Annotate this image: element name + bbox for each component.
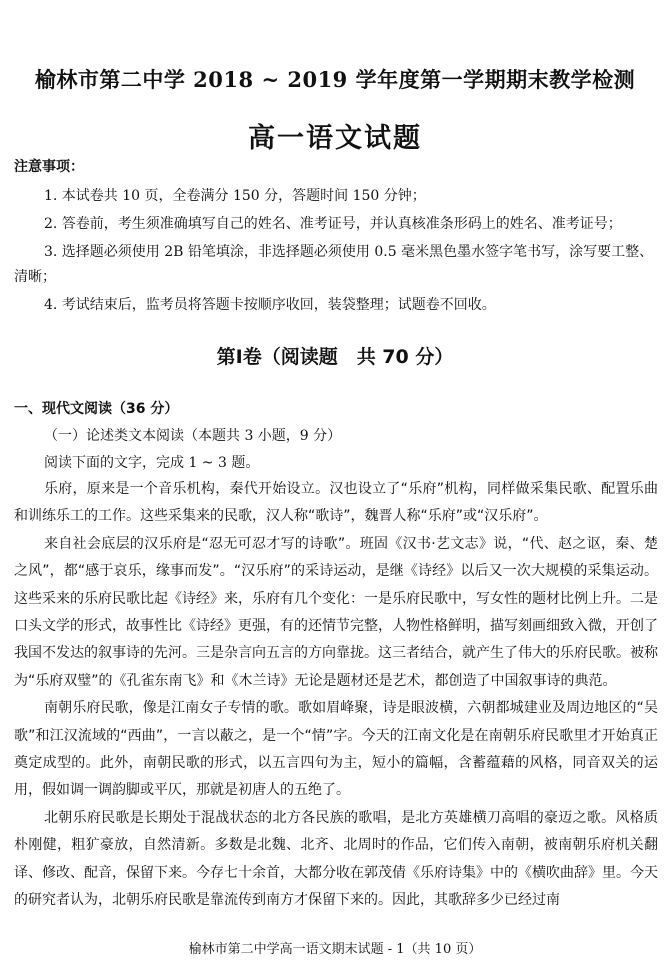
exam-title: 榆林市第二中学 2018 ~ 2019 学年度第一学期期末教学检测 xyxy=(34,67,636,92)
page-footer: 榆林市第二中学高一语文期末试题 - 1（共 10 页） xyxy=(188,942,482,957)
reading-instruction: 阅读下面的文字，完成 1 ~ 3 题。 xyxy=(44,455,260,471)
passage-paragraph: 北朝乐府民歌是长期处于混战状态的北方各民族的歌唱，是北方英雄横刀高唱的豪迈之歌。风格质朴刚健，粗犷豪放，自然清新。多数是北魏、北齐、北周时的作品，它们传入南朝，被南朝乐府机关翻译、修改、配音，保留下来。今存七十余首，大都分收在郭茂倩《乐府诗集》中的《横吹曲辞》里。今天的研究者认为，北朝乐府民歌是靠流传到南方才保留下来的。因此，其歌辞多少已经过南 xyxy=(14,809,658,909)
notice-heading: 注意事项： xyxy=(14,159,84,175)
notice-item: 3. 选择题必须使用 2B 铅笔填涂，非选择题必须使用 0.5 毫米黑色墨水签字笔书写，涂写要工整、清晰； xyxy=(14,244,654,285)
passage-paragraph: 乐府，原来是一个音乐机构，秦代开始设立。汉也设立了“乐府”机构，同样做采集民歌、配置乐曲和训练乐工的工作。这些采集来的民歌，汉人称“歌诗”，魏晋人称“乐府”或“汉乐府”。 xyxy=(14,481,658,525)
subpart-heading: （一）论述类文本阅读（本题共 3 小题，9 分） xyxy=(44,428,342,444)
subject-title: 高一语文试题 xyxy=(248,123,422,154)
notice-list xyxy=(14,184,658,321)
reading-passage xyxy=(14,476,658,915)
passage-paragraph: 来自社会底层的汉乐府是“忍无可忍才写的诗歌”。班固《汉书·艺文志》说，“代、赵之讴，秦、楚之风”，都“感于哀乐，缘事而发”。“汉乐府”的采诗运动，是继《诗经》以后又一次大规模的采集运动。这些采来的乐府民歌比起《诗经》来，乐府有几个变化：一是乐府民歌中，写女性的题材比例上升。二是口头文学的形式，故事性比《诗经》更强，有的还情节完整，人物性格鲜明，描写刻画细致入微，开创了我国不发达的叙事诗的先河。三是杂言向五言的方向靠拢。这三者结合，就产生了伟大的乐府民歌。被称为“乐府双璧”的《孔雀东南飞》和《木兰诗》无论是题材还是艺术，都创造了中国叙事诗的典范。 xyxy=(14,535,658,689)
notice-item: 4. 考试结束后，监考员将答题卡按顺序收回，装袋整理；试题卷不回收。 xyxy=(44,297,496,313)
passage-paragraph: 南朝乐府民歌，像是江南女子专情的歌。歌如眉峰聚，诗是眼波横，六朝都城建业及周边地区的“吴歌”和江汉流域的“西曲”，一言以蔽之，是一个“情”字。今天的江南文化是在南朝乐府民歌里才开始真正奠定成型的。此外，南朝民歌的形式，以五言四句为主，短小的篇幅，含蓄蕴藉的风格，同音双关的运用，假如调一调韵脚或平仄，那就是初唐人的五绝了。 xyxy=(14,700,658,799)
section-title: 第Ⅰ卷（阅读题 共 70 分） xyxy=(216,346,454,368)
notice-item: 1. 本试卷共 10 页，全卷满分 150 分，答题时间 150 分钟； xyxy=(44,188,426,204)
part-heading: 一、现代文阅读（36 分） xyxy=(14,401,179,417)
notice-item: 2. 答卷前，考生须准确填写自己的姓名、准考证号，并认真核准条形码上的姓名、准考证号； xyxy=(44,216,622,232)
